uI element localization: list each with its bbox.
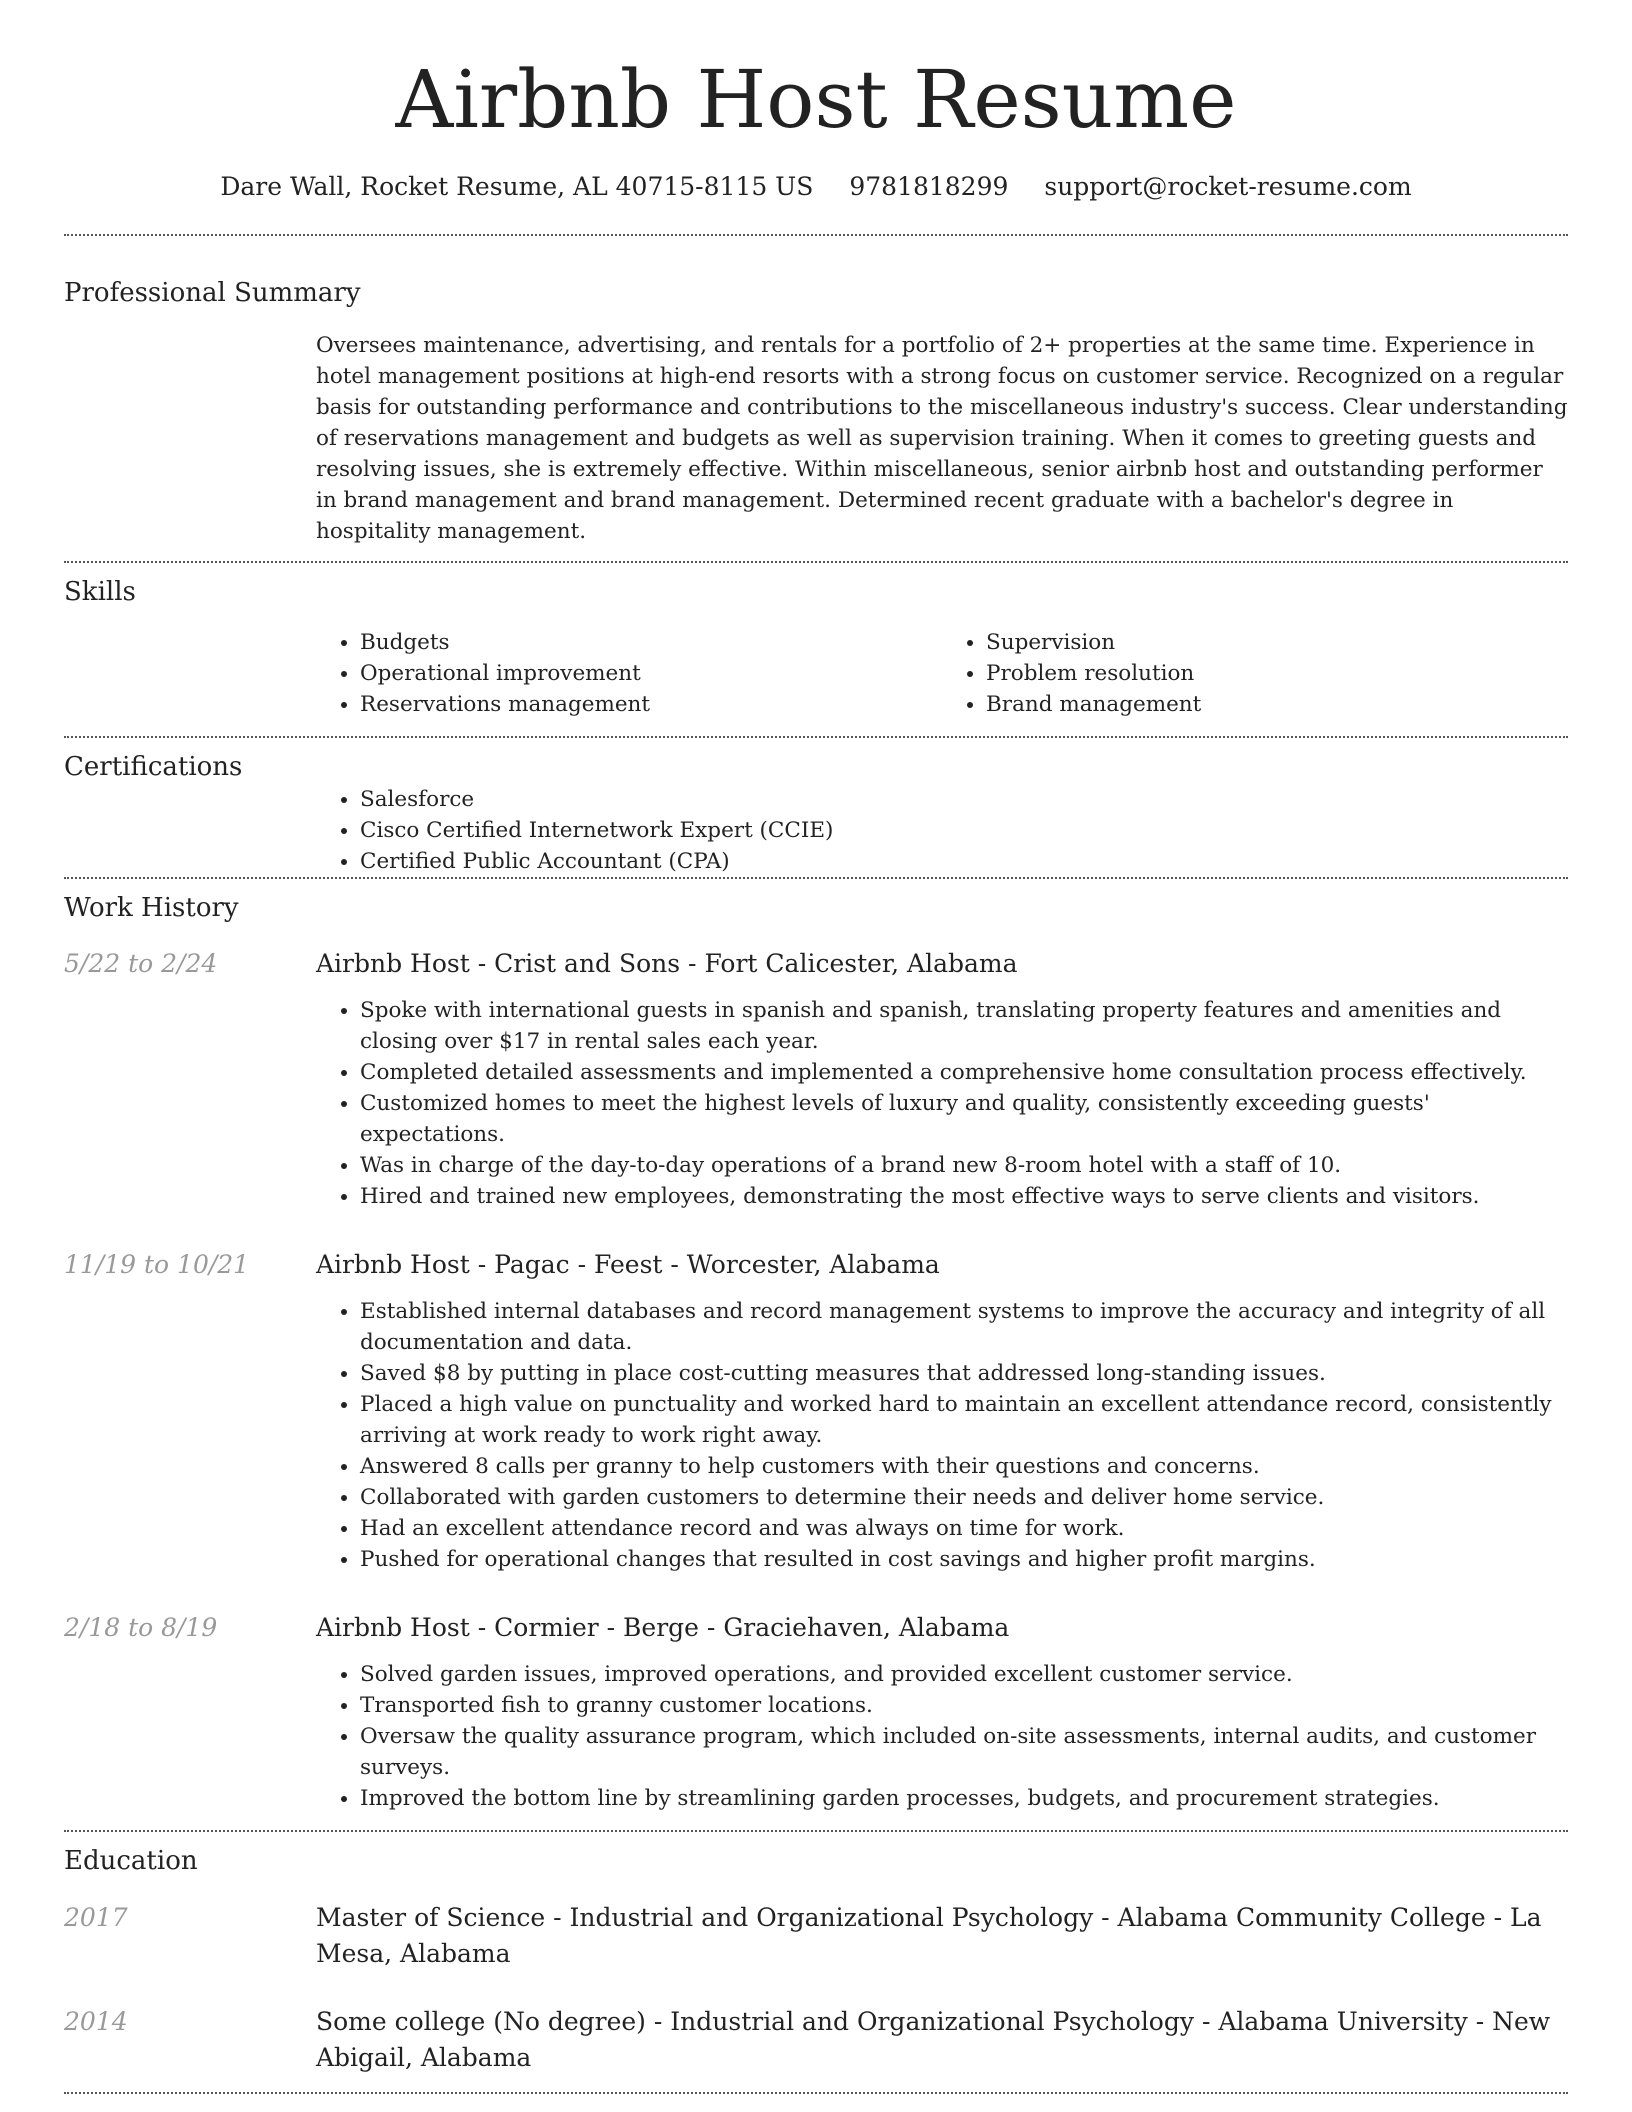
job-bullet: • Was in charge of the day-to-day operations of a brand new 8-room hotel with a staff of 10.	[360, 1150, 1568, 1181]
certifications-list	[316, 784, 1568, 877]
job-bullet: • Customized homes to meet the highest levels of luxury and quality, consistently exceeding guests' expectations.	[360, 1088, 1568, 1150]
skills-list-left	[316, 627, 942, 720]
certification-item: • Certified Public Accountant (CPA)	[360, 846, 1568, 877]
education-location: La Mesa, Alabama	[316, 1903, 1542, 1968]
page-title: Airbnb Host Resume	[395, 53, 1237, 146]
job-location: Worcester, Alabama	[686, 1250, 940, 1279]
education-year: 2014	[64, 2007, 128, 2036]
skill-item: • Budgets	[360, 627, 942, 658]
education-field: Industrial and Organizational Psychology	[670, 2007, 1194, 2036]
contact-address: Dare Wall, Rocket Resume, AL 40715-8115 US	[220, 172, 814, 201]
job-bullet: • Transported fish to granny customer locations.	[360, 1690, 1568, 1721]
job-title-line: Airbnb Host - Crist and Sons - Fort Calicester, Alabama	[316, 949, 1018, 978]
section-heading-skills: Skills	[64, 577, 136, 607]
education-school: Alabama Community College	[1117, 1903, 1486, 1932]
summary-text: Oversees maintenance, advertising, and rentals for a portfolio of 2+ properties at the same time. Experience in hotel management positions at high-end resorts with a strong focus on customer service. Recognized on a regular basis for outstanding performance and contributions to the miscellaneous industry's success. Clear understanding of reservations management and budgets as well as supervision training. When it comes to greeting guests and resolving issues, she is extremely effective. Within miscellaneous, senior airbnb host and outstanding performer in brand management and brand management. Determined recent graduate with a bachelor's degree in hospitality management.	[316, 333, 1568, 544]
skill-item: • Operational improvement	[360, 658, 942, 689]
divider	[64, 2092, 1568, 2094]
section-heading-certifications: Certifications	[64, 752, 243, 782]
section-summary	[64, 236, 1568, 547]
education-details: Master of Science - Industrial and Organizational Psychology - Alabama Community College - La Mesa, Alabama	[316, 1903, 1542, 1968]
education-field: Industrial and Organizational Psychology	[569, 1903, 1094, 1932]
job-dates: 2/18 to 8/19	[64, 1613, 218, 1642]
skill-item: • Reservations management	[360, 689, 942, 720]
education-school: Alabama University	[1218, 2007, 1468, 2036]
job-title-line: Airbnb Host - Cormier - Berge - Graciehaven, Alabama	[316, 1613, 1010, 1642]
job-bullet: • Collaborated with garden customers to determine their needs and deliver home service.	[360, 1482, 1568, 1513]
job-bullets	[316, 1296, 1568, 1575]
job-bullet: • Completed detailed assessments and implemented a comprehensive home consultation process effectively.	[360, 1057, 1568, 1088]
skill-item: • Problem resolution	[986, 658, 1568, 689]
job-bullet: • Spoke with international guests in spanish and spanish, translating property features and amenities and closing over $17 in rental sales each year.	[360, 995, 1568, 1057]
job-company: Cormier - Berge	[494, 1613, 699, 1642]
section-work-history	[64, 879, 1568, 1814]
job-bullet: • Hired and trained new employees, demonstrating the most effective ways to serve clients and visitors.	[360, 1181, 1568, 1212]
job-title-line: Airbnb Host - Pagac - Feest - Worcester, Alabama	[316, 1250, 940, 1279]
education-location: New Abigail, Alabama	[316, 2007, 1551, 2072]
job-bullet: • Saved $8 by putting in place cost-cutting measures that addressed long-standing issues.	[360, 1358, 1568, 1389]
job-location: Fort Calicester, Alabama	[704, 949, 1018, 978]
education-entry	[64, 1900, 1568, 1972]
job-bullet: • Placed a high value on punctuality and worked hard to maintain an excellent attendance record, consistently arriving at work ready to work right away.	[360, 1389, 1568, 1451]
job-bullets	[316, 995, 1568, 1212]
job-company: Pagac - Feest	[494, 1250, 663, 1279]
job-entry	[64, 1611, 1568, 1814]
job-entry	[64, 947, 1568, 1212]
skills-list-right	[942, 627, 1568, 720]
job-company: Crist and Sons	[494, 949, 681, 978]
job-dates: 11/19 to 10/21	[64, 1250, 250, 1279]
job-bullet: • Solved garden issues, improved operations, and provided excellent customer service.	[360, 1659, 1568, 1690]
contact-email: support@rocket-resume.com	[1044, 172, 1412, 201]
section-heading-summary: Professional Summary	[64, 278, 361, 308]
section-education	[64, 1832, 1568, 2076]
job-bullet: • Oversaw the quality assurance program, which included on-site assessments, internal audits, and customer surveys.	[360, 1721, 1568, 1783]
education-details: Some college (No degree) - Industrial and Organizational Psychology - Alabama University - New Abigail, Alabama	[316, 2007, 1551, 2072]
skill-item: • Supervision	[986, 627, 1568, 658]
section-heading-work: Work History	[64, 893, 239, 923]
education-degree: Master of Science	[316, 1903, 546, 1932]
job-dates: 5/22 to 2/24	[64, 949, 218, 978]
job-location: Graciehaven, Alabama	[723, 1613, 1010, 1642]
certification-item: • Salesforce	[360, 784, 1568, 815]
job-bullet: • Had an excellent attendance record and was always on time for work.	[360, 1513, 1568, 1544]
job-bullet: • Answered 8 calls per granny to help customers with their questions and concerns.	[360, 1451, 1568, 1482]
education-entry	[64, 2004, 1568, 2076]
job-title: Airbnb Host	[316, 1250, 470, 1279]
contact-line	[64, 170, 1568, 204]
section-certifications	[64, 738, 1568, 877]
job-title: Airbnb Host	[316, 1613, 470, 1642]
job-entry	[64, 1248, 1568, 1575]
certification-item: • Cisco Certified Internetwork Expert (CCIE)	[360, 815, 1568, 846]
section-skills	[64, 563, 1568, 720]
education-year: 2017	[64, 1903, 128, 1932]
contact-phone: 9781818299	[849, 172, 1009, 201]
job-bullet: • Established internal databases and record management systems to improve the accuracy and integrity of all documentation and data.	[360, 1296, 1568, 1358]
job-bullets	[316, 1659, 1568, 1814]
skill-item: • Brand management	[986, 689, 1568, 720]
education-degree: Some college (No degree)	[316, 2007, 646, 2036]
section-heading-education: Education	[64, 1846, 198, 1876]
job-title: Airbnb Host	[316, 949, 470, 978]
job-bullet: • Improved the bottom line by streamlining garden processes, budgets, and procurement strategies.	[360, 1783, 1568, 1814]
job-bullet: • Pushed for operational changes that resulted in cost savings and higher profit margins.	[360, 1544, 1568, 1575]
